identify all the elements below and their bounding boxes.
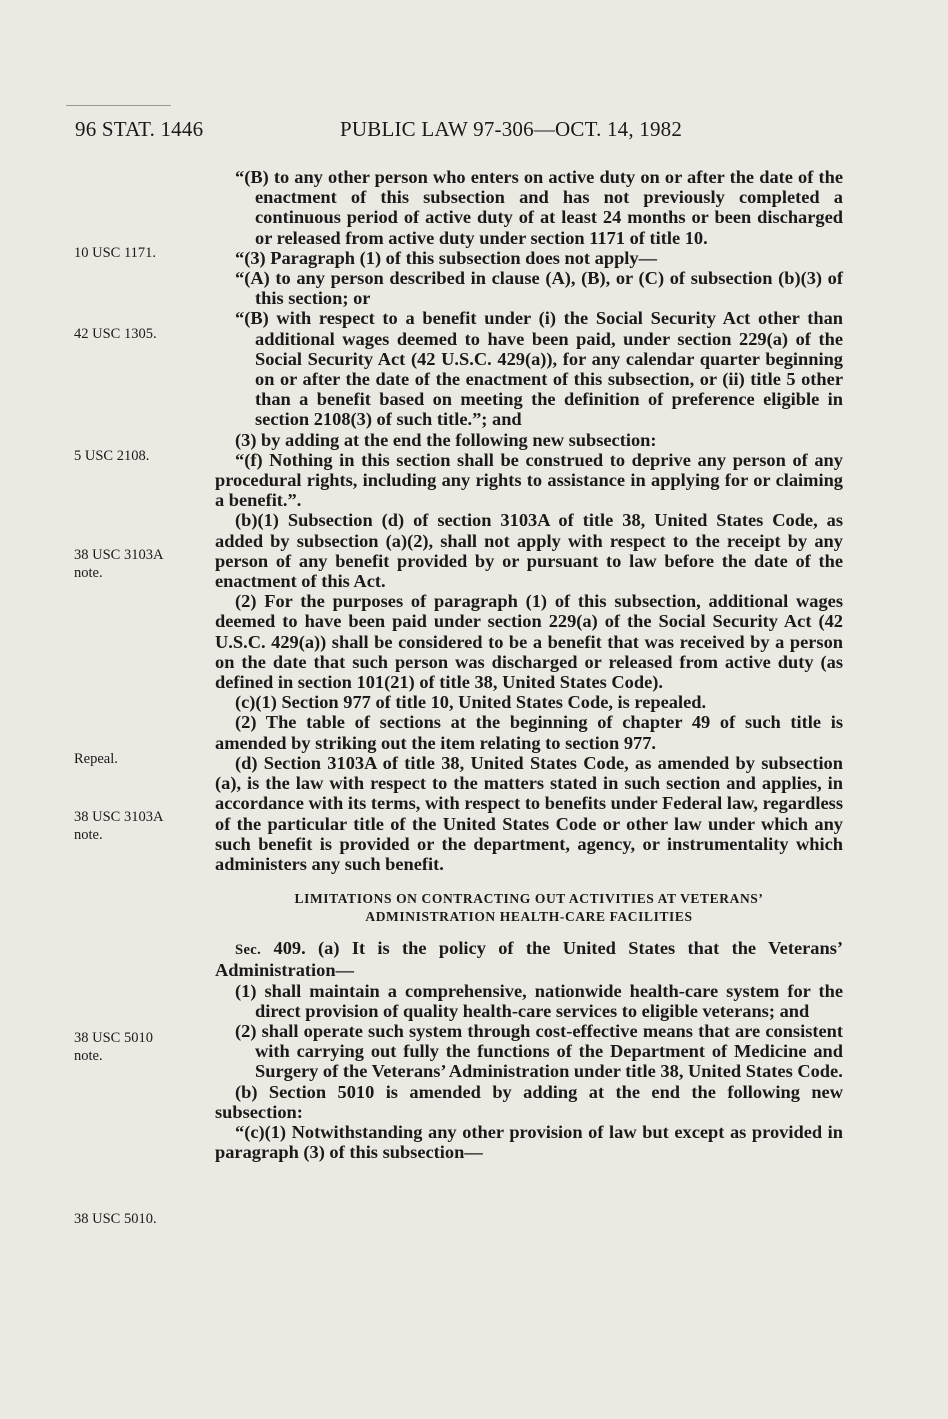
body-text [215,167,843,1162]
paragraph: (d) Section 3103A of title 38, United States Code, as amended by subsection (a), is the law with respect to the matters stated in such section and applies, in accordance with its terms, with respect to benefits under Federal law, regardless of the particular title of the United States Code or other law under which any such benefit is provided or the department, agency, or instrumentality which administers any such benefit. [215,752,843,874]
paragraph: (b) Section 5010 is amended by adding at the end the following new subsection: [215,1081,843,1122]
page-title: PUBLIC LAW 97-306—OCT. 14, 1982 [340,117,683,141]
margin-note: 38 USC 5010. [74,1211,157,1227]
section-heading [215,890,843,926]
margin-note: note. [74,1048,103,1064]
heading-line-1: LIMITATIONS ON CONTRACTING OUT ACTIVITIES AT VETERANS’ [294,891,764,907]
margin-note: 10 USC 1171. [74,245,157,261]
margin-note: 38 USC 3103A [74,547,164,563]
paragraph: “(f) Nothing in this section shall be construed to deprive any person of any procedural rights, including any rights to assistance in applying for or claiming a benefit.”. [215,449,843,511]
paragraph: “(A) to any person described in clause (A), (B), or (C) of subsection (b)(3) of this section; or [235,268,843,309]
heading-line-2: ADMINISTRATION HEALTH-CARE FACILITIES [365,909,693,925]
paragraph: “(c)(1) Notwithstanding any other provision of law but except as provided in paragraph (3) of this subsection— [215,1121,843,1163]
paragraph: (b)(1) Subsection (d) of section 3103A of title 38, United States Code, as added by subsection (a)(2), shall not apply with respect to the receipt by any person of any benefit provided by or pursuant to law before the date of the enactment of this Act. [215,510,843,592]
paragraph: (2) shall operate such system through cost-effective means that are consistent with carrying out fully the functions of the Department of Medicine and Surgery of the Veterans’ Administration under title 38, United States Code. [235,1020,843,1082]
margin-note: Repeal. [74,751,118,767]
margin-note: 38 USC 5010 [74,1030,153,1046]
paragraph: (1) shall maintain a comprehensive, nationwide health-care system for the direct provision of quality health-care services to eligible veterans; and [235,980,843,1021]
margin-note: note. [74,565,103,581]
paragraph: (2) The table of sections at the beginning of chapter 49 of such title is amended by striking out the item relating to section 977. [215,712,843,753]
margin-note: 5 USC 2108. [74,448,150,464]
paragraph [215,938,843,980]
stat-citation: 96 STAT. 1446 [75,117,204,141]
margin-note: 42 USC 1305. [74,326,157,342]
paragraph: “(3) Paragraph (1) of this subsection does not apply— [235,247,657,268]
paragraph-text: 409. (a) It is the policy of the United States that the Veterans’ Administration— [215,938,843,981]
paragraph: (3) by adding at the end the following new subsection: [235,429,657,450]
margin-note: note. [74,827,103,843]
paragraph: “(B) to any other person who enters on active duty on or after the date of the enactment of this subsection and has not previously completed a continuous period of active duty of at least 24 months or been discharged or released from active duty under section 1171 of title 10. [235,167,843,248]
sec-label: Sec. [235,942,262,959]
paragraph: “(B) with respect to a benefit under (i) the Social Security Act other than additional wages deemed to have been paid, under section 229(a) of the Social Security Act (42 U.S.C. 429(a)), for any calendar quarter beginning on or after the date of the enactment of this subsection, or (ii) title 5 other than a benefit based on meeting the definition of preference eligible in section 2108(3) of such title.”; and [235,308,843,430]
top-rule [66,105,171,106]
paragraph: (2) For the purposes of paragraph (1) of this subsection, additional wages deemed to have been paid under section 229(a) of the Social Security Act (42 U.S.C. 429(a)) shall be considered to be a benefit that was received by a person on the date that such person was discharged or released from active duty (as defined in section 101(21) of title 38, United States Code). [215,591,843,693]
margin-note: 38 USC 3103A [74,809,164,825]
paragraph: (c)(1) Section 977 of title 10, United States Code, is repealed. [235,692,707,713]
